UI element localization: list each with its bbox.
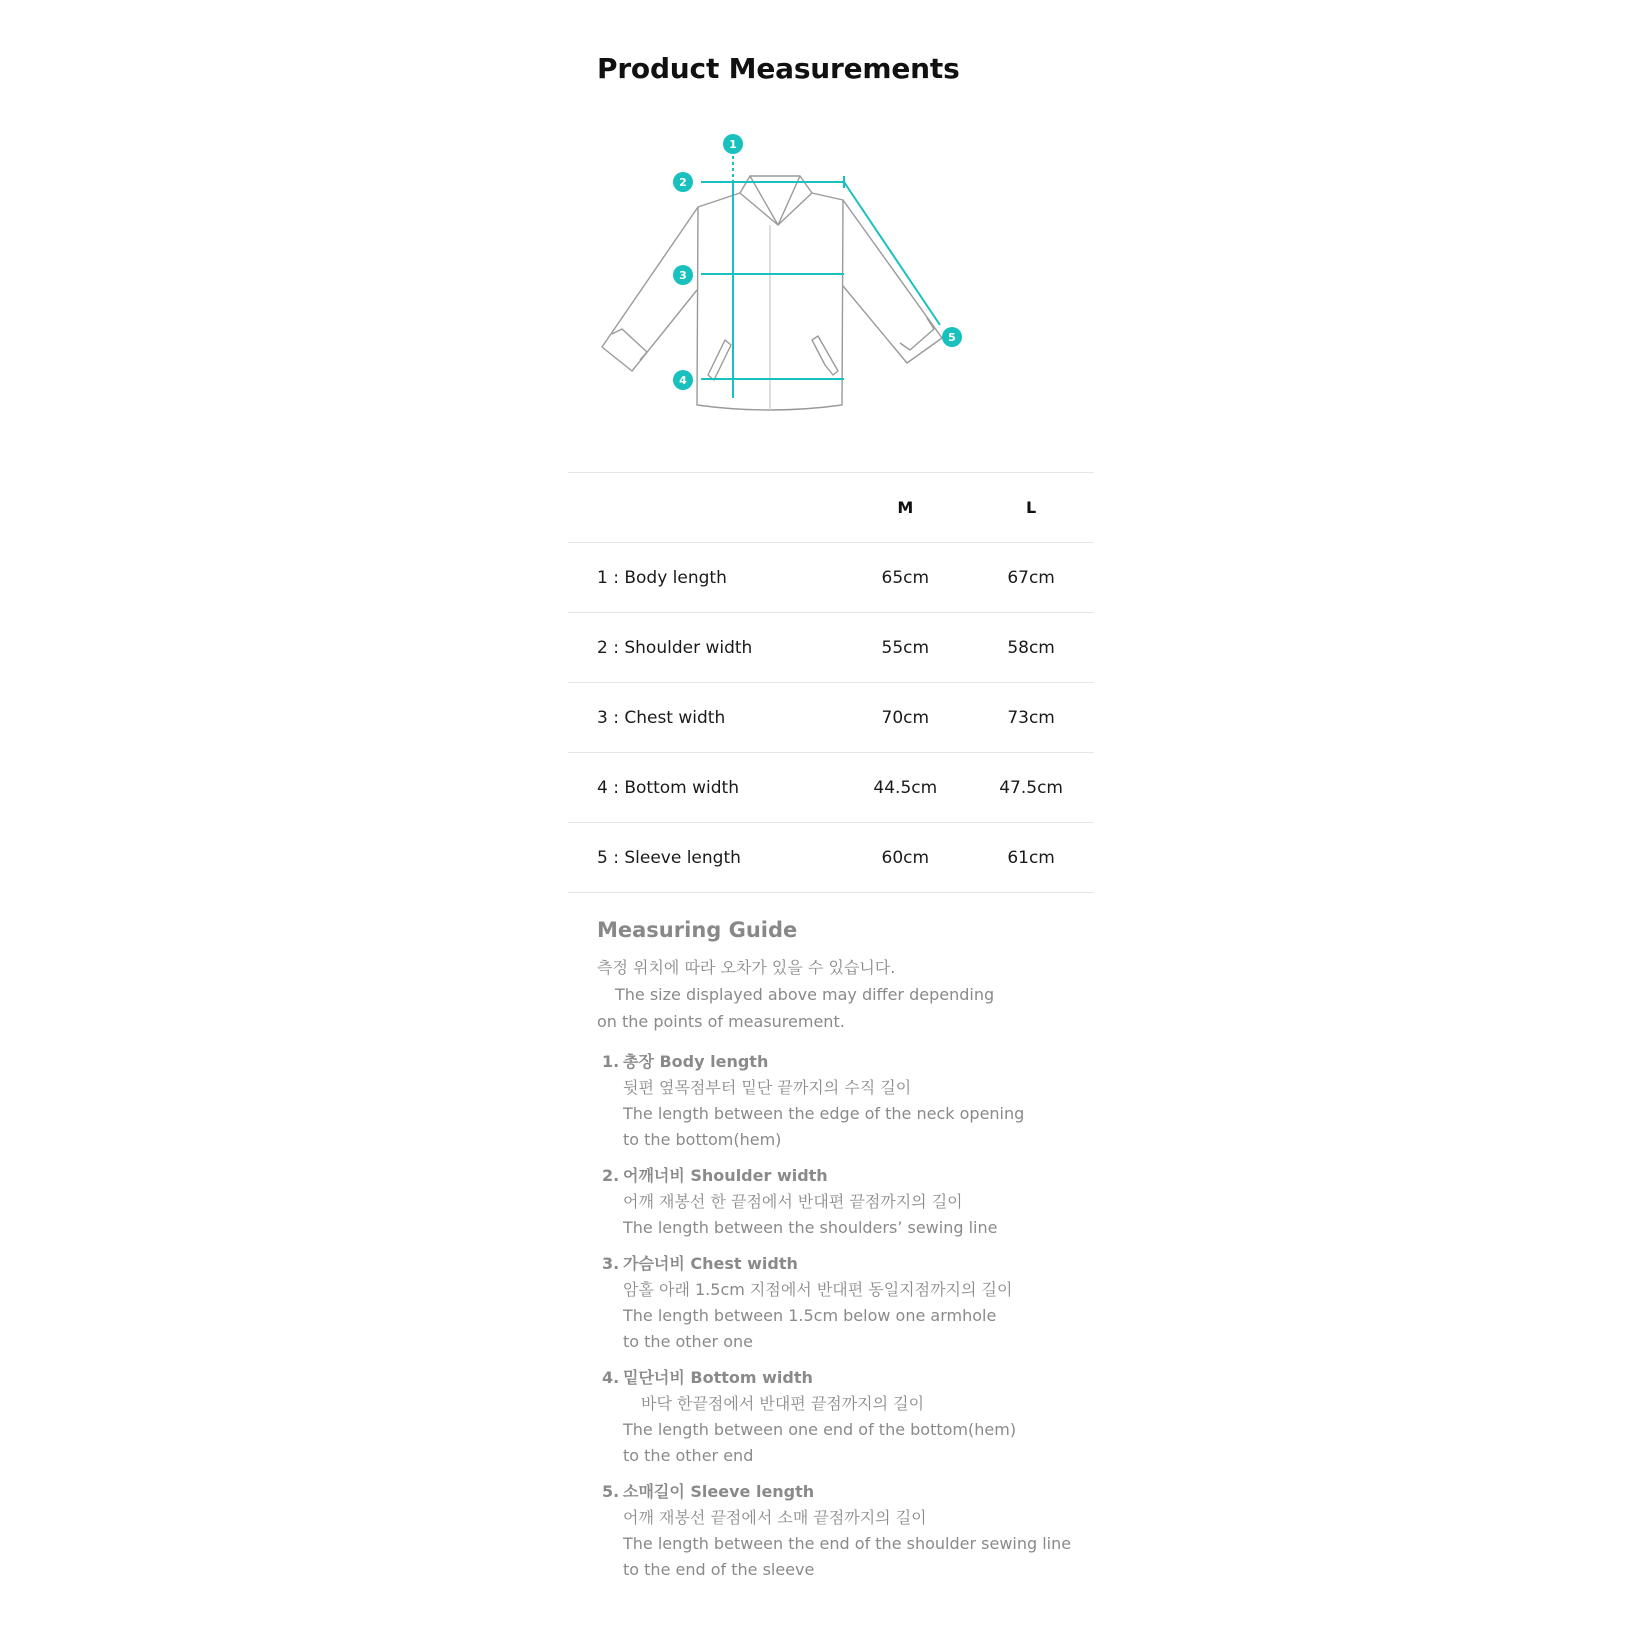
item-number: 1. <box>602 1052 620 1071</box>
table-row <box>568 753 1094 823</box>
size-m-value: 60cm <box>842 823 968 893</box>
item-korean: 뒷편 옆목점부터 밑단 끝까지의 수직 길이 <box>623 1078 912 1097</box>
column-header-m: M <box>842 473 968 543</box>
size-l-value: 47.5cm <box>968 753 1094 823</box>
item-english-1: The length between one end of the bottom(hem) <box>623 1420 1017 1439</box>
guide-list <box>597 1049 1117 1583</box>
item-english-2: to the other end <box>623 1446 754 1465</box>
item-english-2: to the end of the sleeve <box>623 1560 815 1579</box>
marker-2 <box>673 172 693 192</box>
item-korean: 어깨 재봉선 끝점에서 소매 끝점까지의 길이 <box>623 1508 927 1527</box>
row-label: 1 : Body length <box>568 543 842 613</box>
item-number: 5. <box>602 1482 620 1501</box>
intro-english-line-2: on the points of measurement. <box>597 1012 845 1031</box>
item-heading: 어깨너비 Shoulder width <box>623 1166 828 1185</box>
item-heading: 가슴너비 Chest width <box>623 1254 798 1273</box>
item-english-1: The length between 1.5cm below one armhole <box>623 1306 997 1325</box>
jacket-right-sleeve <box>843 200 942 363</box>
marker-5 <box>942 327 962 347</box>
list-item <box>597 1049 1117 1153</box>
page-title: Product Measurements <box>597 52 960 85</box>
list-item <box>597 1479 1117 1583</box>
column-header-item <box>568 473 842 543</box>
size-l-value: 67cm <box>968 543 1094 613</box>
size-table <box>568 472 1094 893</box>
column-header-l: L <box>968 473 1094 543</box>
table-row <box>568 543 1094 613</box>
list-item <box>597 1251 1117 1355</box>
svg-text:1: 1 <box>729 138 737 151</box>
item-korean: 암홀 아래 1.5cm 지점에서 반대편 동일지점까지의 길이 <box>623 1280 1013 1299</box>
svg-text:3: 3 <box>679 269 687 282</box>
item-korean: 어깨 재봉선 한 끝점에서 반대편 끝점까지의 길이 <box>623 1192 963 1211</box>
table-header-row <box>568 473 1094 543</box>
row-label: 4 : Bottom width <box>568 753 842 823</box>
measuring-guide <box>597 918 1117 1593</box>
size-m-value: 70cm <box>842 683 968 753</box>
svg-text:4: 4 <box>679 374 687 387</box>
marker-4 <box>673 370 693 390</box>
size-l-value: 61cm <box>968 823 1094 893</box>
jacket-right-pocket <box>812 336 838 375</box>
item-korean: 바닥 한끝점에서 반대편 끝점까지의 길이 <box>641 1394 925 1413</box>
size-m-value: 55cm <box>842 613 968 683</box>
row-label: 3 : Chest width <box>568 683 842 753</box>
item-english-2: to the bottom(hem) <box>623 1130 782 1149</box>
item-english-2: to the other one <box>623 1332 753 1351</box>
jacket-left-pocket <box>708 340 731 380</box>
table-row <box>568 613 1094 683</box>
item-english-1: The length between the shoulders’ sewing line <box>623 1218 998 1237</box>
list-item <box>597 1163 1117 1241</box>
svg-text:5: 5 <box>948 331 956 344</box>
item-english-1: The length between the end of the shoulder sewing line <box>623 1534 1072 1553</box>
jacket-collar <box>740 176 812 225</box>
item-heading: 소매길이 Sleeve length <box>623 1482 815 1501</box>
item-heading: 밑단너비 Bottom width <box>623 1368 813 1387</box>
size-m-value: 44.5cm <box>842 753 968 823</box>
row-label: 5 : Sleeve length <box>568 823 842 893</box>
size-l-value: 58cm <box>968 613 1094 683</box>
guide-intro <box>597 954 1117 1035</box>
row-label: 2 : Shoulder width <box>568 613 842 683</box>
item-number: 2. <box>602 1166 620 1185</box>
item-number: 4. <box>602 1368 620 1387</box>
marker-1 <box>723 134 743 154</box>
list-item <box>597 1365 1117 1469</box>
jacket-measurement-diagram <box>600 130 1060 440</box>
item-english-1: The length between the edge of the neck opening <box>623 1104 1025 1123</box>
svg-text:2: 2 <box>679 176 687 189</box>
item-number: 3. <box>602 1254 620 1273</box>
table-row <box>568 683 1094 753</box>
size-m-value: 65cm <box>842 543 968 613</box>
jacket-left-sleeve <box>602 207 698 371</box>
intro-korean: 측정 위치에 따라 오차가 있을 수 있습니다. <box>597 958 896 977</box>
table-row <box>568 823 1094 893</box>
intro-english-line-1: The size displayed above may differ depending <box>615 985 995 1004</box>
item-heading: 총장 Body length <box>623 1052 769 1071</box>
guide-title: Measuring Guide <box>597 918 798 942</box>
size-l-value: 73cm <box>968 683 1094 753</box>
marker-3 <box>673 265 693 285</box>
